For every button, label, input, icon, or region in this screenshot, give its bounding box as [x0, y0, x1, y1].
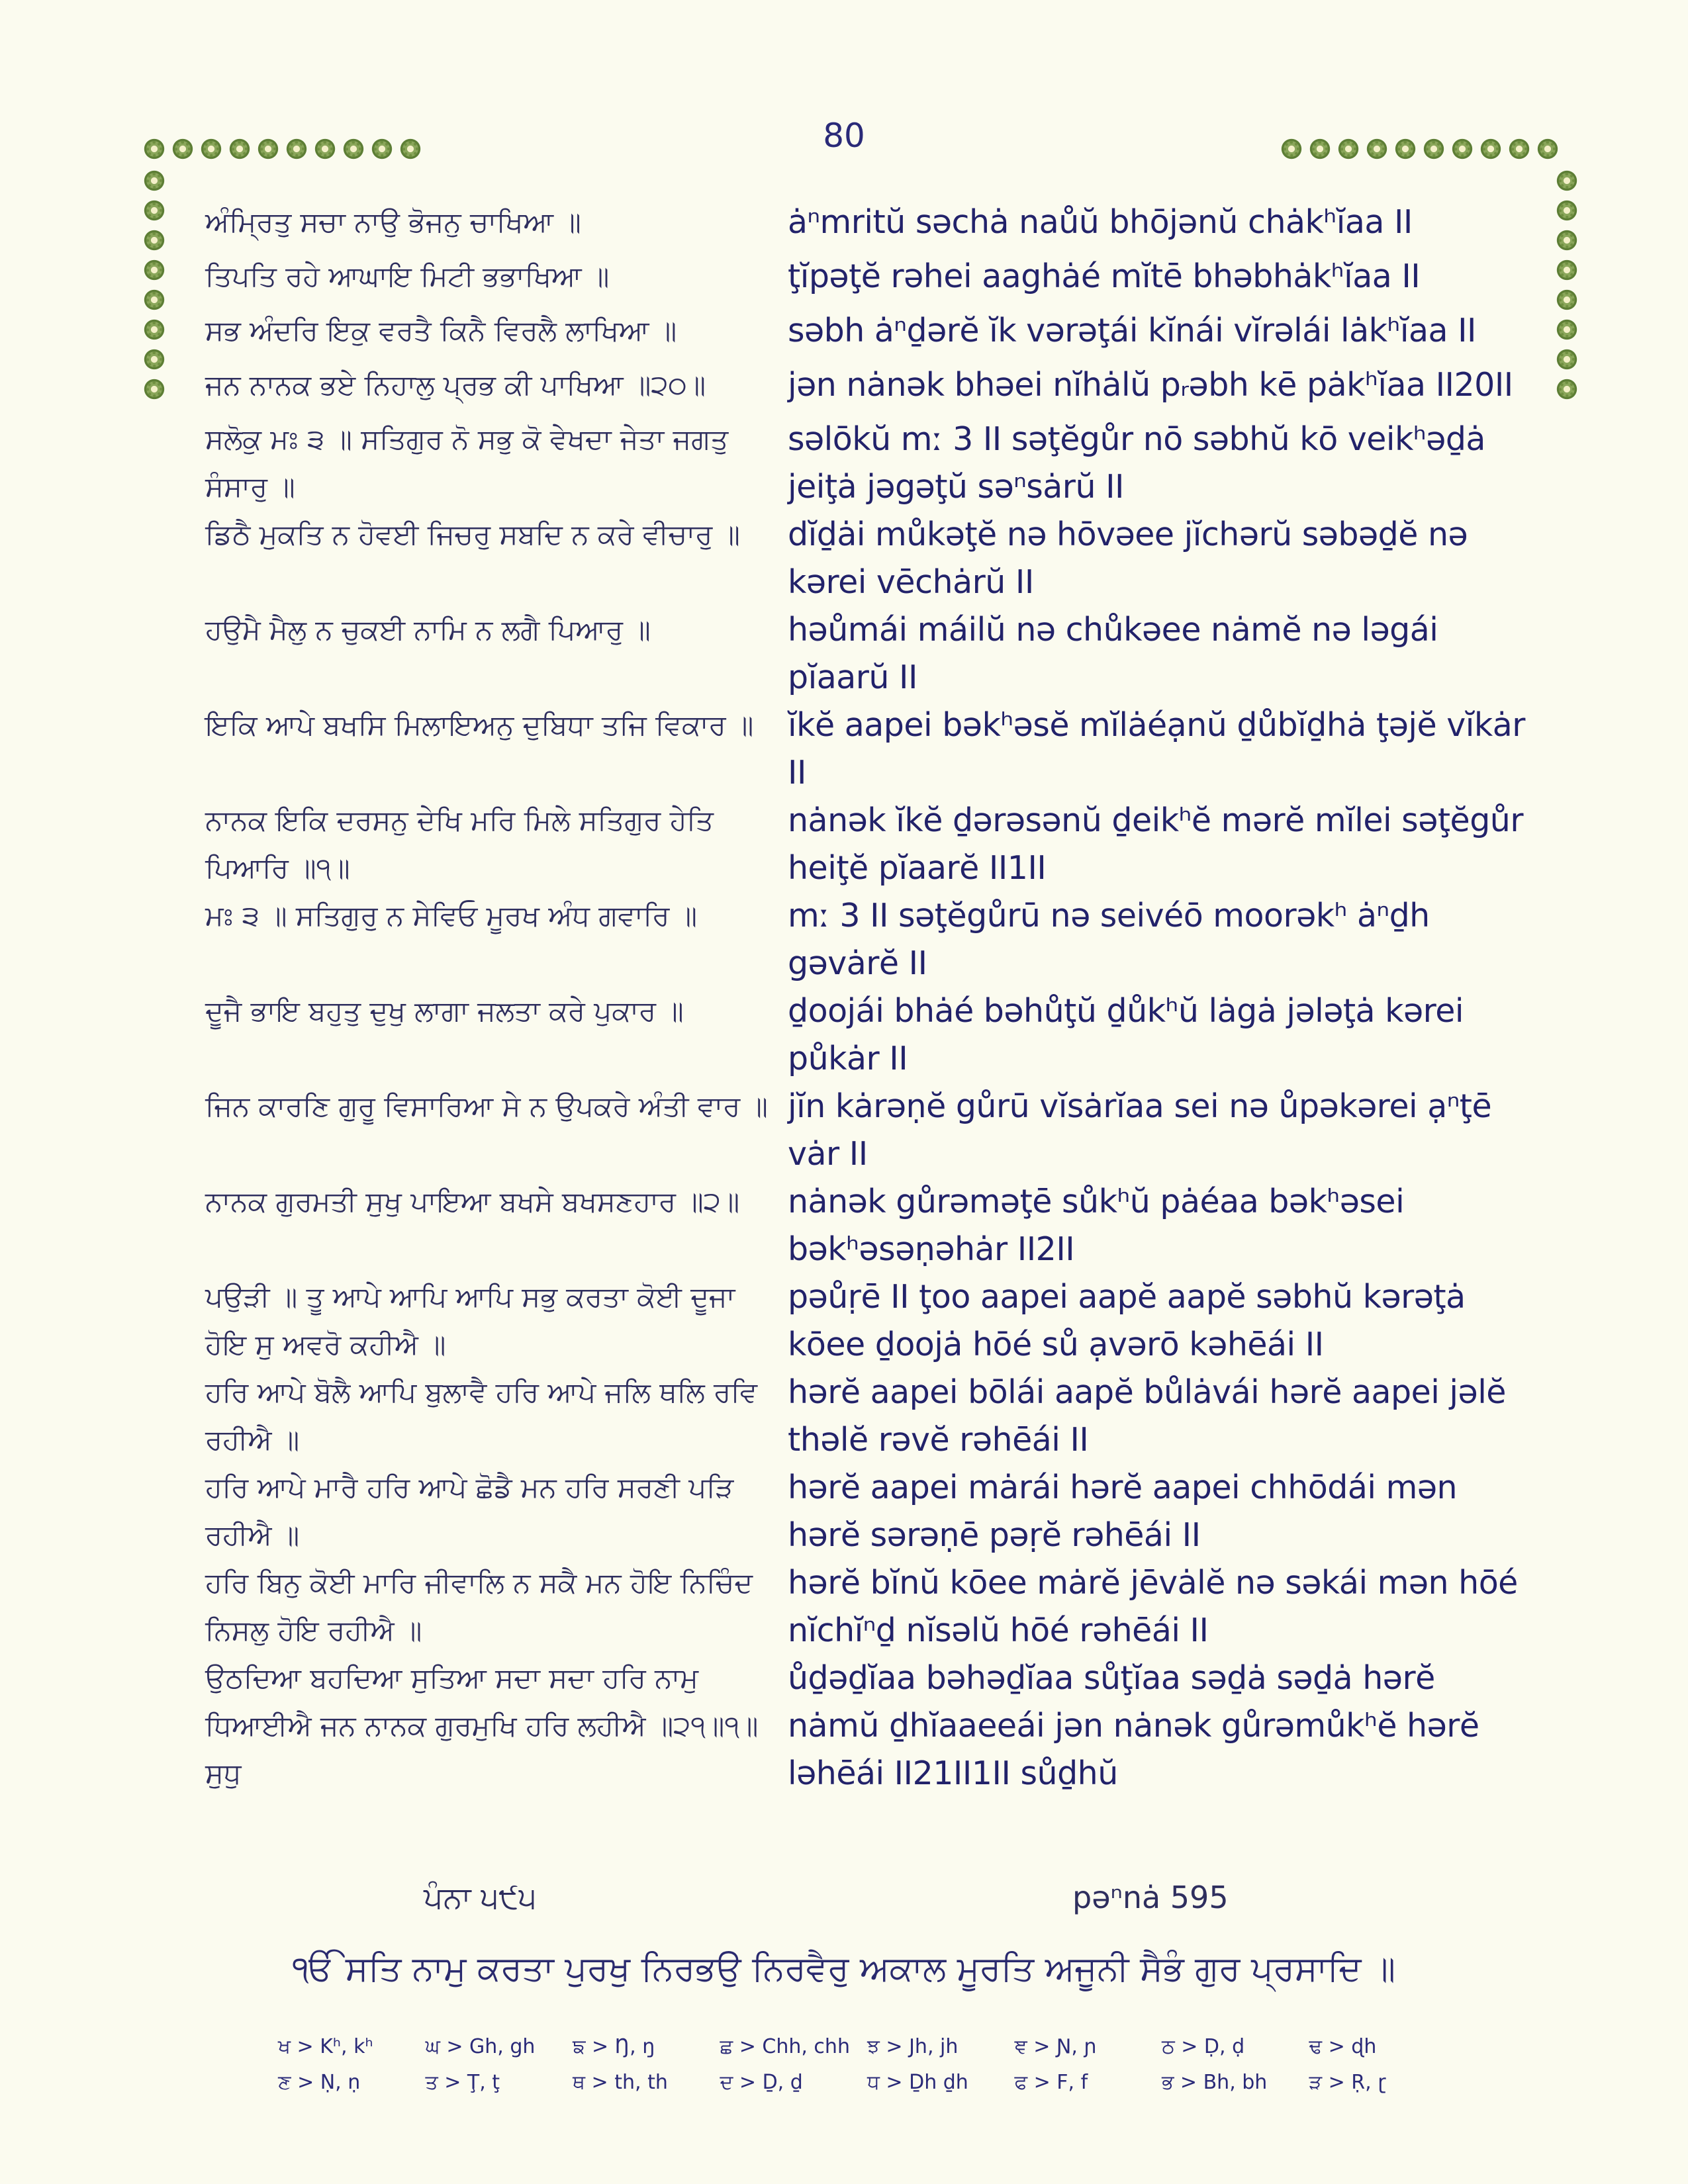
verse-table — [205, 199, 1529, 1797]
gurmukhi-text: ਸਲੋਕੁ ਮਃ ੩ ॥ ਸਤਿਗੁਰ ਨੋ ਸਭੁ ਕੋ ਵੇਖਦਾ ਜੇਤਾ ਜਗਤੁ ਸੰਸਾਰੁ ॥ — [205, 423, 729, 503]
flower-ornament-icon — [143, 138, 165, 160]
flower-ornament-icon — [314, 138, 336, 160]
verse-row — [205, 1083, 1529, 1178]
gurmukhi-text: ਪਉੜੀ ॥ ਤੂ ਆਪੇ ਆਪਿ ਆਪਿ ਸਭੁ ਕਰਤਾ ਕੋਈ ਦੂਜਾ ਹੋਇ ਸੁ ਅਵਰੋ ਕਹੀਐ ॥ — [205, 1281, 735, 1361]
flower-ornament-icon — [399, 138, 422, 160]
flower-ornament-icon — [1556, 259, 1578, 281]
flower-ornament-icon — [143, 378, 165, 400]
flower-ornament-icon — [143, 318, 165, 341]
transliteration-text: ĭkĕ aapei bəkʰəsĕ mĭlȧéạnŭ ḏůbĭḏhȧ ţəjĕ vĭkȧr II — [788, 706, 1525, 792]
legend-item: ਧ > Ḏh ḏh — [867, 2071, 968, 2094]
flower-border-left — [143, 169, 165, 400]
legend-item: ਝ > Jh, jh — [867, 2035, 959, 2058]
transliteration-text: ḏoojái bhȧé bəhůţŭ ḏůkʰŭ lȧgȧ jələţȧ kərei půkȧr II — [788, 992, 1464, 1077]
gurmukhi-text: ਹਰਿ ਆਪੇ ਬੋਲੈ ਆਪਿ ਬੁਲਾਵੈ ਹਰਿ ਆਪੇ ਜਲਿ ਥਲਿ ਰਵਿ ਰਹੀਐ ॥ — [205, 1376, 757, 1456]
flower-ornament-icon — [342, 138, 365, 160]
gurmukhi-text: ਹਰਿ ਬਿਨੁ ਕੋਈ ਮਾਰਿ ਜੀਵਾਲਿ ਨ ਸਕੈ ਮਨ ਹੋਇ ਨਿਚਿੰਦ ਨਿਸਲੁ ਹੋਇ ਰਹੀਐ ॥ — [205, 1567, 753, 1647]
transliteration-text: mː 3 II səţĕgůrū nə seivéō moorəkʰ ȧⁿḏh gəvȧrĕ II — [788, 897, 1430, 982]
panna-transliteration: pəⁿnȧ 595 — [1072, 1880, 1229, 1915]
flower-ornament-icon — [1508, 138, 1530, 160]
flower-ornament-icon — [257, 138, 279, 160]
mool-mantar: ੴ ਸਤਿ ਨਾਮੁ ਕਰਤਾ ਪੁਰਖੁ ਨਿਰਭਉ ਨਿਰਵੈਰੁ ਅਕਾਲ ਮੂਰਤਿ ਅਜੂਨੀ ਸੈਭੰ ਗੁਰ ਪ੍ਰਸਾਦਿ ॥ — [292, 1949, 1396, 1989]
gurmukhi-text: ਜਿਨ ਕਾਰਣਿ ਗੁਰੂ ਵਿਸਾਰਿਆ ਸੇ ਨ ਉਪਕਰੇ ਅੰਤੀ ਵਾਰ ॥ — [205, 1090, 768, 1122]
flower-ornament-icon — [143, 259, 165, 281]
gurmukhi-text: ਅੰਮ੍ਰਿਤੁ ਸਚਾ ਨਾਉ ਭੋਜਨੁ ਚਾਖਿਆ ॥ — [205, 206, 581, 238]
verse-row — [205, 361, 1529, 409]
verse-row — [205, 511, 1529, 606]
gurmukhi-text: ਉਠਦਿਆ ਬਹਦਿਆ ਸੁਤਿਆ ਸਦਾ ਸਦਾ ਹਰਿ ਨਾਮੁ ਧਿਆਈਐ ਜਨ ਨਾਨਕ ਗੁਰਮੁਖਿ ਹਰਿ ਲਹੀਐ ॥੨੧॥੧॥ ਸੁਧੁ — [205, 1662, 759, 1790]
transliteration-text: hərĕ bĭnŭ kōee mȧrĕ jēvȧlĕ nə səkái mən hōé nĭchĭⁿḏ nĭsəlŭ hōé rəhēái II — [788, 1564, 1518, 1649]
page-number: 80 — [823, 116, 865, 155]
verse-row — [205, 892, 1529, 987]
flower-ornament-icon — [285, 138, 308, 160]
legend-item: ਙ > Ŋ, ŋ — [573, 2035, 655, 2058]
legend-item: ਞ > Ɲ, ɲ — [1014, 2035, 1097, 2058]
legend-item: ਘ > Gh, gh — [425, 2035, 536, 2058]
verse-row — [205, 199, 1529, 246]
flower-ornament-icon — [1556, 318, 1578, 341]
verse-row — [205, 702, 1529, 797]
flower-ornament-icon — [228, 138, 251, 160]
gurmukhi-text: ਹਰਿ ਆਪੇ ਮਾਰੈ ਹਰਿ ਆਪੇ ਛੋਡੈ ਮਨ ਹਰਿ ਸਰਣੀ ਪੜਿ ਰਹੀਐ ॥ — [205, 1471, 734, 1551]
legend-item: ਣ > Ṇ, ṇ — [278, 2071, 361, 2094]
verse-row — [205, 416, 1529, 511]
flower-ornament-icon — [1536, 138, 1559, 160]
flower-ornament-icon — [1556, 289, 1578, 311]
legend-item: ਤ > Ţ, ţ — [425, 2071, 500, 2094]
verse-row — [205, 606, 1529, 702]
transliteration-text: jĭn kȧrəṇĕ gůrū vĭsȧrĭaa sei nə ůpəkərei ạⁿţē vȧr II — [788, 1087, 1492, 1173]
verse-row — [205, 1464, 1529, 1559]
flower-ornament-icon — [1394, 138, 1417, 160]
legend-item: ੜ > Ṛ, ɽ — [1309, 2071, 1386, 2094]
transliteration-text: nȧnək gůrəməţē sůkʰŭ pȧéaa bəkʰəsei bəkʰəsəṇəhȧr II2II — [788, 1183, 1405, 1268]
verse-row — [205, 797, 1529, 892]
gurmukhi-text: ਤਿਪਤਿ ਰਹੇ ਆਘਾਇ ਮਿਟੀ ਭਭਾਖਿਆ ॥ — [205, 260, 610, 293]
gurmukhi-text: ਮਃ ੩ ॥ ਸਤਿਗੁਰੁ ਨ ਸੇਵਿਓ ਮੂਰਖ ਅੰਧ ਗਵਾਰਿ ॥ — [205, 899, 698, 932]
transliteration-text: həůmái máilŭ nə chůkəee nȧmĕ nə ləgái pĭaarŭ II — [788, 611, 1438, 696]
transliteration-text: dĭḏȧi můkəţĕ nə hōvəee jĭchərŭ səbəḏĕ nə kərei vēchȧrŭ II — [788, 516, 1468, 601]
transliteration-text: hərĕ aapei mȧrái hərĕ aapei chhōdái mən hərĕ sərəṇē pəṛĕ rəhēái II — [788, 1469, 1458, 1554]
transliteration-text: ȧⁿmritŭ səchȧ naůŭ bhōjənŭ chȧkʰĭaa II — [788, 203, 1413, 241]
verse-row — [205, 1369, 1529, 1464]
flower-ornament-icon — [1556, 199, 1578, 222]
panna-gurmukhi: ਪੰਨਾ ੫੯੫ — [424, 1880, 537, 1915]
transliteration-text: jən nȧnək bhəei nĭhȧlŭ pᵣəbh kē pȧkʰĭaa II20II — [788, 366, 1513, 404]
flower-ornament-icon — [1337, 138, 1360, 160]
transliteration-text: ţĭpəţĕ rəhei aaghȧé mĭtē bhəbhȧkʰĭaa II — [788, 257, 1421, 295]
flower-ornament-icon — [1423, 138, 1445, 160]
gurmukhi-text: ਡਿਠੈ ਮੁਕਤਿ ਨ ਹੋਵਈ ਜਿਚਰੁ ਸਬਦਿ ਨ ਕਰੇ ਵੀਚਾਰੁ ॥ — [205, 518, 740, 551]
flower-ornament-icon — [143, 348, 165, 371]
transliteration-text: ůḏəḏĭaa bəhəḏĭaa sůţĭaa səḏȧ səḏȧ hərĕ nȧmŭ ḏhĭaaeeái jən nȧnək gůrəmůkʰĕ hərĕ ləhēái II21II1II sůḏhŭ — [788, 1659, 1479, 1792]
legend-item: ਭ > Bh, bh — [1162, 2071, 1268, 2094]
legend-item: ਥ > th, th — [573, 2071, 668, 2094]
flower-ornament-icon — [1479, 138, 1502, 160]
gurmukhi-text: ਨਾਨਕ ਗੁਰਮਤੀ ਸੁਖੁ ਪਾਇਆ ਬਖਸੇ ਬਖਸਣਹਾਰ ॥੨॥ — [205, 1185, 740, 1218]
gurmukhi-text: ਜਨ ਨਾਨਕ ਭਏ ਨਿਹਾਲੁ ਪ੍ਰਭ ਕੀ ਪਾਖਿਆ ॥੨੦॥ — [205, 369, 706, 401]
gurmukhi-text: ਨਾਨਕ ਇਕਿ ਦਰਸਨੁ ਦੇਖਿ ਮਰਿ ਮਿਲੇ ਸਤਿਗੁਰ ਹੇਤਿ ਪਿਆਰਿ ॥੧॥ — [205, 804, 714, 884]
gurmukhi-text: ਹਉਮੈ ਮੈਲੁ ਨ ਚੁਕਈ ਨਾਮਿ ਨ ਲਗੈ ਪਿਆਰੁ ॥ — [205, 614, 651, 646]
verse-row — [205, 307, 1529, 355]
flower-border-top-left — [143, 138, 422, 160]
transliteration-text: səbh ȧⁿḏərĕ ĭk vərəţái kĭnái vĭrəlái lȧkʰĭaa II — [788, 312, 1476, 349]
flower-ornament-icon — [1556, 348, 1578, 371]
legend-item: ਖ > Kʰ, kʰ — [278, 2035, 373, 2058]
legend-item: ਛ > Chh, chh — [720, 2035, 850, 2058]
flower-ornament-icon — [1556, 378, 1578, 400]
legend-item: ਢ > ɖh — [1309, 2035, 1377, 2058]
flower-ornament-icon — [171, 138, 194, 160]
flower-ornament-icon — [143, 289, 165, 311]
verse-row — [205, 253, 1529, 300]
flower-border-top-right — [1280, 138, 1559, 160]
verse-row — [205, 1273, 1529, 1369]
flower-border-right — [1556, 169, 1578, 400]
flower-ornament-icon — [371, 138, 393, 160]
flower-ornament-icon — [1451, 138, 1474, 160]
legend-item: ਦ > Ḏ, ḏ — [720, 2071, 803, 2094]
flower-ornament-icon — [1556, 169, 1578, 192]
flower-ornament-icon — [1556, 229, 1578, 251]
flower-ornament-icon — [143, 169, 165, 192]
flower-ornament-icon — [143, 229, 165, 251]
gurmukhi-text: ਇਕਿ ਆਪੇ ਬਖਸਿ ਮਿਲਾਇਅਨੁ ਦੁਬਿਧਾ ਤਜਿ ਵਿਕਾਰ ॥ — [205, 709, 754, 741]
transliteration-text: səlōkŭ mː 3 II səţĕgůr nō səbhŭ kō veikʰəḏȧ jeiţȧ jəgəţŭ səⁿsȧrŭ II — [788, 420, 1485, 506]
flower-ornament-icon — [1366, 138, 1388, 160]
flower-ornament-icon — [200, 138, 222, 160]
flower-ornament-icon — [1309, 138, 1331, 160]
flower-ornament-icon — [143, 199, 165, 222]
verse-row — [205, 1655, 1529, 1797]
verse-row — [205, 1178, 1529, 1273]
gurmukhi-text: ਸਭ ਅੰਦਰਿ ਇਕੁ ਵਰਤੈ ਕਿਨੈ ਵਿਰਲੈ ਲਾਖਿਆ ॥ — [205, 314, 677, 347]
transliteration-text: nȧnək ĭkĕ ḏərəsənŭ ḏeikʰĕ mərĕ mĭlei səţĕgůr heiţĕ pĭaarĕ II1II — [788, 801, 1524, 887]
flower-ornament-icon — [1280, 138, 1303, 160]
verse-row — [205, 987, 1529, 1083]
verse-row — [205, 1559, 1529, 1655]
legend-item: ਠ > Ḍ, ḍ — [1162, 2035, 1245, 2058]
gurmukhi-text: ਦੂਜੈ ਭਾਇ ਬਹੁਤੁ ਦੁਖੁ ਲਾਗਾ ਜਲਤਾ ਕਰੇ ਪੁਕਾਰ ॥ — [205, 995, 684, 1027]
transliteration-text: hərĕ aapei bōlái aapĕ bůlȧvái hərĕ aapei jəlĕ thəlĕ rəvĕ rəhēái II — [788, 1373, 1506, 1459]
transliteration-legend — [278, 2032, 1456, 2098]
transliteration-text: pəůṛē II ţoo aapei aapĕ aapĕ səbhŭ kərəţȧ kōee ḏoojȧ hōé sů ạvərō kəhēái II — [788, 1278, 1466, 1363]
legend-item: ਫ > F, f — [1014, 2071, 1088, 2094]
